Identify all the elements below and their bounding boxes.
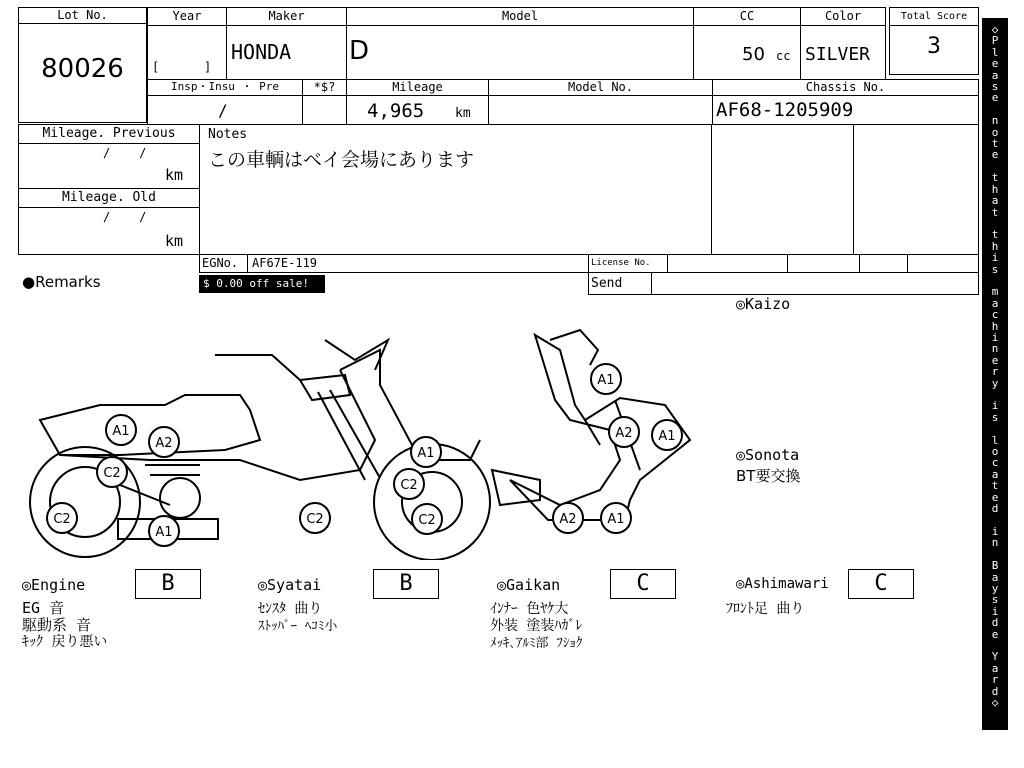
svg-text:A1: A1 <box>417 446 435 461</box>
maker-value-cell <box>226 25 347 80</box>
cc-value-cell <box>693 25 801 80</box>
mark-c2-1 <box>97 457 127 487</box>
lot-label-cell <box>18 7 147 24</box>
price-label-cell <box>302 79 347 96</box>
notes-text: この車輌はベイ会場にあります <box>208 149 475 171</box>
gaikan-note-1: ｲﾝﾅｰ 色ﾔｹ大 <box>490 601 569 617</box>
cc-label: CC <box>739 9 755 23</box>
svg-text:A2: A2 <box>559 512 577 527</box>
mileage-old-date: / / <box>103 210 147 224</box>
svg-text:A2: A2 <box>615 426 633 441</box>
svg-text:C2: C2 <box>53 512 71 527</box>
ashimawari-title: ◎Ashimawari <box>736 576 829 592</box>
syatai-grade: B <box>373 569 439 599</box>
mark-a1-1 <box>106 415 136 445</box>
sonota-note: BT要交換 <box>736 467 801 485</box>
model-value-cell <box>346 25 694 80</box>
mark-a1-2 <box>149 516 179 546</box>
lot-value-cell <box>18 23 147 123</box>
total-score: 3 <box>927 34 941 59</box>
mark-c2-3 <box>394 469 424 499</box>
maker-value: HONDA <box>231 40 292 64</box>
chassis-label-cell <box>712 79 979 96</box>
license-divider-3 <box>859 255 860 272</box>
mark-c2-5 <box>300 503 330 533</box>
engine-grade: B <box>135 569 201 599</box>
scooter-damage-diagram <box>0 300 720 560</box>
syatai-title: ◎Syatai <box>258 576 322 594</box>
model-value: D <box>349 36 370 66</box>
mileage-old-label: Mileage. Old <box>62 190 156 205</box>
year-label-cell <box>147 7 227 26</box>
svg-text:A1: A1 <box>597 373 615 388</box>
maker-label-cell <box>226 7 347 26</box>
color-value: SILVER <box>805 44 871 65</box>
price-value-cell <box>302 95 347 125</box>
mileage-old-value-cell <box>18 207 200 255</box>
mileage-unit: km <box>455 106 471 121</box>
mileage-label-cell <box>346 79 489 96</box>
egno-divider <box>247 255 248 272</box>
send-divider <box>651 273 652 294</box>
modelno-label: Model No. <box>567 80 634 94</box>
kaizo-label: ◎Kaizo <box>736 295 791 313</box>
license-divider-2 <box>787 255 788 272</box>
mark-a1-5 <box>652 420 682 450</box>
mileage-prev-label: Mileage. Previous <box>42 126 176 141</box>
sale-badge: $ 0.00 off sale! <box>199 275 325 293</box>
scooter-side-view <box>30 340 540 560</box>
mileage-prev-date: / / <box>103 146 147 160</box>
insp-label-cell <box>147 79 303 96</box>
license-row <box>588 254 979 273</box>
modelno-label-cell <box>488 79 713 96</box>
gaikan-note-3: ﾒｯｷ､ｱﾙﾐ部 ﾌｼｮｸ <box>490 636 583 651</box>
mark-a2-2 <box>609 417 639 447</box>
score-label: Total Score <box>900 11 968 22</box>
egno-label: EGNo. <box>202 256 239 270</box>
model-label-cell <box>346 7 694 26</box>
cc-value: 50 <box>742 44 765 65</box>
ashimawari-note-1: ﾌﾛﾝﾄ足 曲り <box>726 601 805 617</box>
syatai-note-2: ｽﾄｯﾊﾟｰ ﾍｺﾐ小 <box>258 619 338 634</box>
engine-title: ◎Engine <box>22 576 86 594</box>
year-bracket-open: [ <box>152 60 160 74</box>
engine-note-2: 駆動系 音 <box>22 616 92 634</box>
svg-text:A1: A1 <box>658 429 676 444</box>
year-value-cell <box>147 25 227 80</box>
mark-a1-3 <box>411 437 441 467</box>
gaikan-grade: C <box>610 569 676 599</box>
chassis-value-cell <box>712 95 979 125</box>
cc-unit: cc <box>776 49 791 63</box>
svg-text:C2: C2 <box>418 513 436 528</box>
mileage-prev-value-cell <box>18 143 200 189</box>
color-label: Color <box>824 9 862 23</box>
notes-divider-1 <box>711 125 712 254</box>
score-value-cell <box>889 25 979 75</box>
notes-divider-2 <box>853 125 854 254</box>
location-sidebar <box>982 18 1008 730</box>
license-divider-4 <box>907 255 908 272</box>
color-value-cell <box>800 25 886 80</box>
syatai-note-1: ｾﾝｽﾀ 曲り <box>258 601 323 617</box>
insp-value-cell <box>147 95 303 125</box>
year-label: Year <box>172 9 202 23</box>
lot-label: Lot No. <box>57 8 108 22</box>
gaikan-note-2: 外装 塗装ﾊｶﾞﾚ <box>490 618 583 634</box>
insp-label: Insp・Insu ・ Pre <box>170 80 280 93</box>
svg-text:A1: A1 <box>112 424 130 439</box>
egno-value: AF67E-119 <box>252 256 318 270</box>
license-label: License No. <box>591 258 651 268</box>
mark-a2-1 <box>149 427 179 457</box>
engine-note-1: EG 音 <box>22 599 65 617</box>
modelno-value-cell <box>488 95 713 125</box>
mileage-value: 4,965 <box>367 100 425 122</box>
mark-c2-4 <box>412 504 442 534</box>
mileage-label: Mileage <box>392 80 443 94</box>
notes-box <box>199 124 979 255</box>
svg-text:A2: A2 <box>155 436 173 451</box>
svg-text:A1: A1 <box>607 512 625 527</box>
egno-row <box>199 254 589 273</box>
chassis-label: Chassis No. <box>805 80 886 94</box>
model-label: Model <box>501 9 539 23</box>
score-label-cell <box>889 7 979 26</box>
svg-text:C2: C2 <box>400 478 418 493</box>
notes-label: Notes <box>208 127 248 142</box>
mileage-value-cell <box>346 95 489 125</box>
mark-a2-3 <box>553 503 583 533</box>
send-label: Send <box>591 276 623 291</box>
remarks-label: ●Remarks <box>22 273 101 291</box>
maker-label: Maker <box>268 9 305 23</box>
ashimawari-grade: C <box>848 569 914 599</box>
cc-label-cell <box>693 7 801 26</box>
chassis-value: AF68-1205909 <box>716 99 854 121</box>
mileage-old-unit: km <box>165 232 184 250</box>
svg-text:C2: C2 <box>103 466 121 481</box>
lot-number: 80026 <box>41 54 124 84</box>
mileage-prev-unit: km <box>165 166 184 184</box>
sonota-label: ◎Sonota <box>736 446 800 464</box>
mileage-old-label-cell <box>18 188 200 208</box>
mark-c2-2 <box>47 503 77 533</box>
mileage-prev-label-cell <box>18 124 200 144</box>
engine-note-3: ｷｯｸ 戻り悪い <box>22 634 108 650</box>
license-divider-1 <box>667 255 668 272</box>
mark-a1-4 <box>591 364 621 394</box>
sidebar-text: ◇ P l e a s e n o t e t h a t t h i s m a c h i n e r y i s l o c a t e d i n B a y s i d e Y a r d ◇ <box>991 23 999 709</box>
year-bracket-close: ] <box>204 60 212 74</box>
svg-text:A1: A1 <box>155 525 173 540</box>
send-row <box>588 272 979 295</box>
color-label-cell <box>800 7 886 26</box>
insp-value: / <box>218 101 228 120</box>
price-label: *$? <box>313 80 336 94</box>
svg-text:C2: C2 <box>306 512 324 527</box>
mark-a1-6 <box>601 503 631 533</box>
gaikan-title: ◎Gaikan <box>497 576 561 594</box>
